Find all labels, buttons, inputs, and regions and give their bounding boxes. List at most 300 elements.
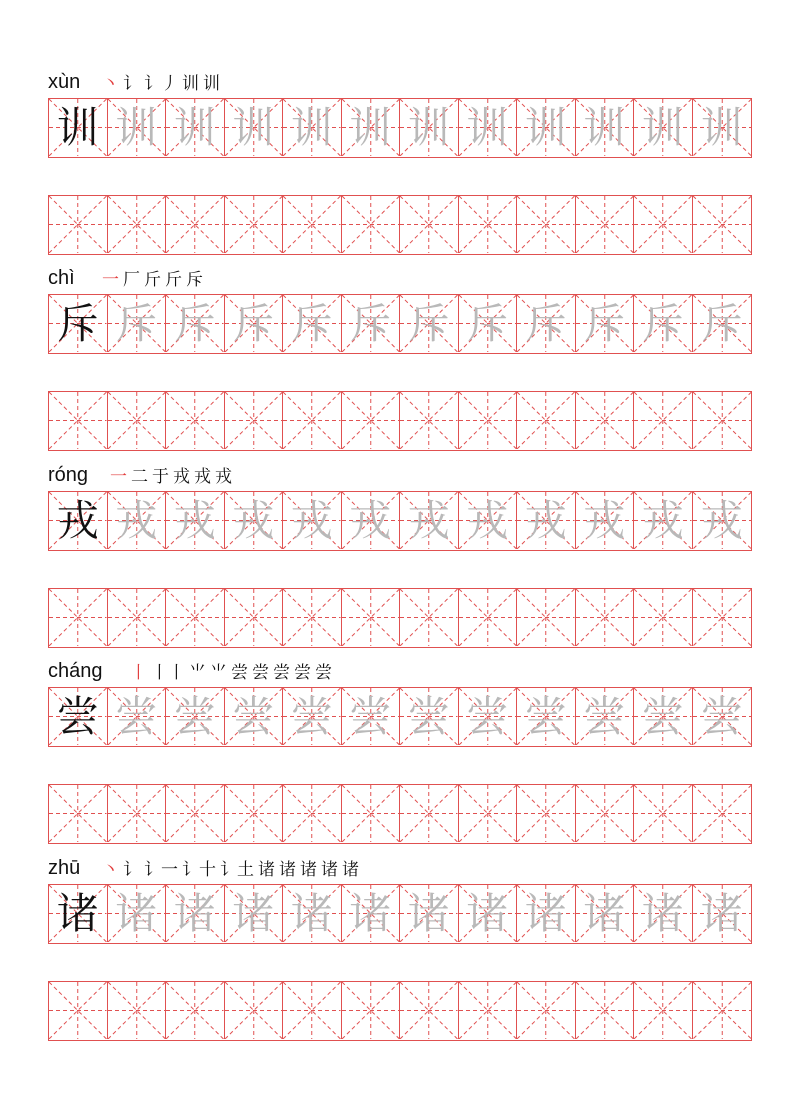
trace-character: 戎 [524,495,567,545]
blank-cell[interactable] [459,982,518,1039]
model-cell [49,688,108,745]
trace-cell[interactable] [342,295,401,352]
stroke-step: 尝 [252,663,269,683]
trace-cell[interactable] [517,295,576,352]
trace-cell[interactable] [517,885,576,942]
model-character: 斥 [56,298,99,348]
stroke-step: 丨丨 [151,663,185,683]
trace-character: 训 [524,102,567,152]
trace-cell[interactable] [400,885,459,942]
stroke-step: 尝 [315,663,332,683]
stroke-step: 二 [131,467,148,487]
model-character: 诸 [56,888,99,938]
blank-cell[interactable] [693,589,752,646]
blank-cell[interactable] [576,785,635,842]
mi-grid-guides [342,785,400,842]
trace-character: 诸 [115,888,158,938]
trace-cell[interactable] [283,688,342,745]
trace-cell[interactable] [108,885,167,942]
trace-cell[interactable] [342,492,401,549]
blank-cell[interactable] [49,589,108,646]
trace-cell[interactable] [342,99,401,156]
blank-cell[interactable] [166,982,225,1039]
character-block [48,852,752,1041]
trace-character: 戎 [290,495,333,545]
blank-cell[interactable] [49,785,108,842]
trace-character: 斥 [349,298,392,348]
mi-grid-guides [342,589,400,646]
mi-grid-guides [283,589,341,646]
mi-grid-guides [693,392,752,449]
trace-character: 诸 [173,888,216,938]
mi-grid-guides [400,589,458,646]
mi-grid-guides [693,196,752,253]
trace-cell[interactable] [225,492,284,549]
mi-grid-guides [693,589,752,646]
stroke-step: 讠 [123,860,140,880]
model-cell [49,295,108,352]
mi-grid-guides [166,589,224,646]
mi-grid-guides [634,785,692,842]
trace-cell[interactable] [459,688,518,745]
trace-character: 诸 [524,888,567,938]
stroke-step: 于 [152,467,169,487]
trace-character: 尝 [173,691,216,741]
stroke-step: 讠 [123,74,140,94]
blank-cell[interactable] [576,196,635,253]
tracing-row [48,98,752,158]
trace-character: 戎 [700,495,743,545]
stroke-step: 尝 [294,663,311,683]
mi-grid-guides [459,982,517,1039]
blank-cell[interactable] [693,196,752,253]
stroke-step: 斤 [144,270,161,290]
trace-cell[interactable] [693,99,752,156]
blank-cell[interactable] [693,392,752,449]
mi-grid-guides [225,196,283,253]
trace-character: 戎 [173,495,216,545]
blank-cell[interactable] [459,785,518,842]
blank-cell[interactable] [225,785,284,842]
blank-cell[interactable] [49,392,108,449]
mi-grid-guides [576,589,634,646]
blank-cell[interactable] [342,589,401,646]
mi-grid-guides [517,982,575,1039]
trace-character: 斥 [700,298,743,348]
mi-grid-guides [283,392,341,449]
character-header [48,852,752,884]
blank-cell[interactable] [342,392,401,449]
blank-practice-row [48,195,752,255]
mi-grid-guides [342,982,400,1039]
trace-cell[interactable] [283,295,342,352]
mi-grid-guides [283,982,341,1039]
trace-cell[interactable] [400,99,459,156]
mi-grid-guides [283,196,341,253]
trace-character: 训 [232,102,275,152]
trace-cell[interactable] [166,885,225,942]
tracing-row [48,294,752,354]
mi-grid-guides [49,785,107,842]
trace-cell[interactable] [517,492,576,549]
trace-character: 诸 [290,888,333,938]
mi-grid-guides [459,196,517,253]
blank-cell[interactable] [108,392,167,449]
trace-cell[interactable] [693,295,752,352]
stroke-order [102,270,203,290]
mi-grid-guides [342,196,400,253]
blank-cell[interactable] [634,982,693,1039]
stroke-step: 丶 [102,74,119,94]
stroke-step: 训 [203,74,220,94]
stroke-step: 一 [102,270,119,290]
trace-cell[interactable] [576,688,635,745]
trace-character: 诸 [349,888,392,938]
trace-character: 戎 [466,495,509,545]
mi-grid-guides [517,392,575,449]
trace-character: 诸 [700,888,743,938]
trace-cell[interactable] [693,885,752,942]
mi-grid-guides [49,589,107,646]
blank-cell[interactable] [517,982,576,1039]
mi-grid-guides [166,392,224,449]
trace-cell[interactable] [108,688,167,745]
trace-character: 戎 [407,495,450,545]
trace-character: 尝 [232,691,275,741]
stroke-step: 一 [110,467,127,487]
trace-character: 尝 [524,691,567,741]
trace-cell[interactable] [166,688,225,745]
stroke-order [102,74,220,94]
trace-character: 训 [349,102,392,152]
blank-cell[interactable] [225,589,284,646]
model-character: 戎 [56,495,99,545]
trace-cell[interactable] [225,295,284,352]
mi-grid-guides [49,196,107,253]
stroke-step: 讠丿 [144,74,178,94]
trace-character: 训 [115,102,158,152]
blank-cell[interactable] [225,196,284,253]
stroke-step: 诸 [279,860,296,880]
blank-cell[interactable] [283,982,342,1039]
blank-cell[interactable] [400,196,459,253]
blank-cell[interactable] [634,392,693,449]
stroke-step: 尝 [231,663,248,683]
trace-character: 训 [700,102,743,152]
tracing-row [48,687,752,747]
trace-character: 斥 [407,298,450,348]
blank-cell[interactable] [108,982,167,1039]
blank-cell[interactable] [49,196,108,253]
trace-character: 戎 [583,495,626,545]
mi-grid-guides [225,392,283,449]
trace-character: 斥 [641,298,684,348]
blank-cell[interactable] [400,982,459,1039]
blank-cell[interactable] [342,785,401,842]
mi-grid-guides [108,589,166,646]
blank-cell[interactable] [517,785,576,842]
mi-grid-guides [342,392,400,449]
trace-character: 斥 [583,298,626,348]
blank-cell[interactable] [693,785,752,842]
blank-cell[interactable] [693,982,752,1039]
mi-grid-guides [634,392,692,449]
trace-cell[interactable] [693,492,752,549]
trace-cell[interactable] [517,688,576,745]
trace-character: 训 [290,102,333,152]
pinyin-label: xùn [48,71,81,93]
trace-cell[interactable] [634,295,693,352]
character-header [48,262,752,294]
trace-cell[interactable] [576,885,635,942]
blank-cell[interactable] [400,785,459,842]
pinyin-label: cháng [48,660,103,682]
tracing-row [48,884,752,944]
trace-cell[interactable] [166,295,225,352]
blank-cell[interactable] [517,589,576,646]
trace-cell[interactable] [517,99,576,156]
blank-cell[interactable] [166,589,225,646]
blank-cell[interactable] [283,196,342,253]
blank-cell[interactable] [517,196,576,253]
stroke-order [102,860,359,880]
mi-grid-guides [459,785,517,842]
mi-grid-guides [400,982,458,1039]
model-cell [49,492,108,549]
trace-cell[interactable] [108,295,167,352]
trace-cell[interactable] [459,885,518,942]
stroke-step: 丨 [130,663,147,683]
model-character: 尝 [56,691,99,741]
stroke-step: 诸 [321,860,338,880]
stroke-step: 讠十 [182,860,216,880]
trace-cell[interactable] [108,492,167,549]
mi-grid-guides [693,785,752,842]
trace-cell[interactable] [400,688,459,745]
blank-cell[interactable] [400,589,459,646]
blank-practice-row [48,391,752,451]
stroke-step: 戎 [215,467,232,487]
stroke-step: 丶 [102,860,119,880]
trace-character: 训 [173,102,216,152]
stroke-step: 诸 [300,860,317,880]
mi-grid-guides [517,196,575,253]
trace-character: 斥 [524,298,567,348]
mi-grid-guides [576,392,634,449]
trace-cell[interactable] [283,99,342,156]
trace-character: 戎 [349,495,392,545]
mi-grid-guides [634,589,692,646]
trace-cell[interactable] [693,688,752,745]
character-block [48,66,752,255]
mi-grid-guides [49,392,107,449]
blank-cell[interactable] [517,392,576,449]
mi-grid-guides [400,785,458,842]
mi-grid-guides [225,785,283,842]
blank-cell[interactable] [49,982,108,1039]
trace-cell[interactable] [634,688,693,745]
trace-character: 训 [641,102,684,152]
trace-character: 尝 [290,691,333,741]
mi-grid-guides [225,589,283,646]
trace-cell[interactable] [576,99,635,156]
trace-cell[interactable] [400,295,459,352]
character-header [48,66,752,98]
trace-cell[interactable] [634,492,693,549]
blank-cell[interactable] [459,589,518,646]
blank-cell[interactable] [634,196,693,253]
trace-cell[interactable] [400,492,459,549]
trace-character: 诸 [583,888,626,938]
blank-cell[interactable] [166,785,225,842]
trace-cell[interactable] [283,885,342,942]
blank-cell[interactable] [225,982,284,1039]
trace-character: 尝 [115,691,158,741]
trace-cell[interactable] [576,295,635,352]
trace-character: 诸 [407,888,450,938]
mi-grid-guides [49,982,107,1039]
blank-cell[interactable] [225,392,284,449]
mi-grid-guides [166,196,224,253]
stroke-step: 诸 [258,860,275,880]
blank-cell[interactable] [400,392,459,449]
character-header [48,459,752,491]
trace-character: 诸 [641,888,684,938]
trace-character: 诸 [232,888,275,938]
mi-grid-guides [108,785,166,842]
trace-character: 训 [466,102,509,152]
blank-cell[interactable] [459,392,518,449]
mi-grid-guides [225,982,283,1039]
mi-grid-guides [459,589,517,646]
trace-character: 斥 [232,298,275,348]
blank-cell[interactable] [634,589,693,646]
model-character: 训 [56,102,99,152]
trace-character: 尝 [407,691,450,741]
mi-grid-guides [517,785,575,842]
trace-character: 尝 [641,691,684,741]
tracing-row [48,491,752,551]
trace-cell[interactable] [108,99,167,156]
trace-character: 诸 [466,888,509,938]
stroke-step: ⺌ [210,663,227,683]
character-block [48,655,752,844]
trace-cell[interactable] [166,99,225,156]
trace-character: 尝 [466,691,509,741]
stroke-step: 戎 [173,467,190,487]
mi-grid-guides [108,982,166,1039]
mi-grid-guides [459,392,517,449]
blank-practice-row [48,981,752,1041]
trace-character: 尝 [349,691,392,741]
trace-character: 斥 [290,298,333,348]
character-block [48,459,752,648]
blank-cell[interactable] [283,589,342,646]
stroke-step: 讠一 [144,860,178,880]
mi-grid-guides [634,196,692,253]
mi-grid-guides [693,982,752,1039]
model-cell [49,885,108,942]
trace-cell[interactable] [459,295,518,352]
trace-character: 戎 [232,495,275,545]
stroke-order [130,663,332,683]
trace-cell[interactable] [342,688,401,745]
pinyin-label: róng [48,464,89,486]
blank-cell[interactable] [283,392,342,449]
blank-cell[interactable] [108,589,167,646]
blank-cell[interactable] [166,392,225,449]
mi-grid-guides [108,392,166,449]
stroke-step: 训 [182,74,199,94]
blank-cell[interactable] [342,196,401,253]
pinyin-label: chì [48,267,75,289]
stroke-step: 尝 [273,663,290,683]
trace-cell[interactable] [576,492,635,549]
character-block [48,262,752,451]
stroke-step: ⺌ [189,663,206,683]
trace-cell[interactable] [459,99,518,156]
trace-character: 斥 [115,298,158,348]
trace-character: 训 [407,102,450,152]
blank-cell[interactable] [634,785,693,842]
trace-cell[interactable] [166,492,225,549]
trace-cell[interactable] [225,688,284,745]
blank-cell[interactable] [459,196,518,253]
pinyin-label: zhū [48,857,81,879]
blank-cell[interactable] [576,589,635,646]
stroke-step: 斤 [165,270,182,290]
mi-grid-guides [576,785,634,842]
mi-grid-guides [576,196,634,253]
trace-cell[interactable] [342,885,401,942]
mi-grid-guides [517,589,575,646]
model-cell [49,99,108,156]
blank-practice-row [48,784,752,844]
stroke-step: 诸 [342,860,359,880]
trace-character: 斥 [466,298,509,348]
trace-character: 戎 [641,495,684,545]
trace-cell[interactable] [634,885,693,942]
mi-grid-guides [283,785,341,842]
blank-cell[interactable] [108,196,167,253]
blank-cell[interactable] [283,785,342,842]
trace-character: 戎 [115,495,158,545]
stroke-step: 斥 [186,270,203,290]
trace-character: 训 [583,102,626,152]
mi-grid-guides [634,982,692,1039]
stroke-order [110,467,232,487]
stroke-step: 戎 [194,467,211,487]
character-header [48,655,752,687]
trace-cell[interactable] [459,492,518,549]
blank-cell[interactable] [108,785,167,842]
stroke-step: 讠土 [220,860,254,880]
trace-character: 尝 [700,691,743,741]
mi-grid-guides [166,785,224,842]
trace-cell[interactable] [634,99,693,156]
trace-cell[interactable] [225,885,284,942]
mi-grid-guides [576,982,634,1039]
blank-cell[interactable] [342,982,401,1039]
mi-grid-guides [108,196,166,253]
blank-cell[interactable] [166,196,225,253]
stroke-step: 厂 [123,270,140,290]
blank-cell[interactable] [576,982,635,1039]
trace-character: 斥 [173,298,216,348]
trace-cell[interactable] [225,99,284,156]
blank-cell[interactable] [576,392,635,449]
trace-cell[interactable] [283,492,342,549]
